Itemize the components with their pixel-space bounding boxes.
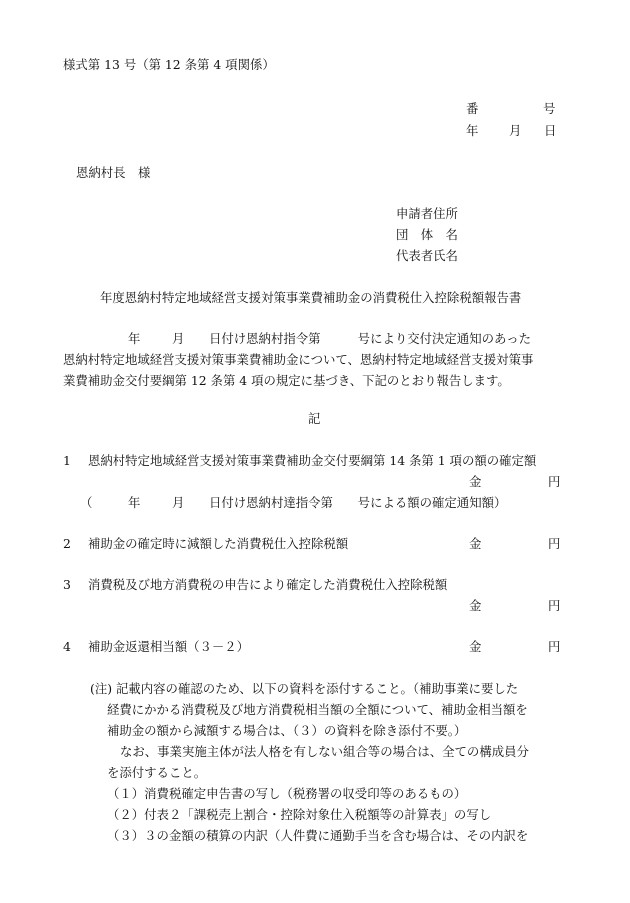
header-nen: 年 [466, 123, 479, 138]
intro-nen: 年 [128, 331, 141, 346]
header-go: 号 [543, 101, 556, 116]
item-2-text: 補助金の確定時に減額した消費税仕入控除税額 [88, 536, 349, 551]
header-tsuki: 月 [509, 123, 522, 138]
note-line-4: なお、事業実施主体が法人格を有しない組合等の場合は、全ての構成員分 [120, 744, 529, 759]
applicant-address: 申請者住所 [396, 206, 458, 221]
item-2-number: 2 [63, 536, 71, 551]
item-1-sub-open: （ [80, 495, 93, 510]
item-3-text: 消費税及び地方消費税の申告により確定した消費税仕入控除税額 [88, 577, 448, 592]
ki-heading: 記 [308, 411, 321, 426]
item-4-number: 4 [63, 639, 71, 654]
applicant-rep: 代表者氏名 [396, 248, 458, 263]
note-line-5: を添付すること。 [107, 765, 207, 780]
item-3-en: 円 [548, 598, 561, 613]
item-1-sub-tsuki: 月 [172, 495, 185, 510]
item-1-en: 円 [548, 474, 561, 489]
note-line-1: (注) 記載内容の確認のため、以下の資料を添付すること。（補助事業に要した [90, 681, 519, 696]
attachment-3: （３）３の金額の積算の内訳（人件費に通勤手当を含む場合は、その内訳を [107, 828, 529, 843]
applicant-group: 団 体 名 [396, 227, 458, 242]
header-hi: 日 [544, 123, 557, 138]
note-line-3: 補助金の額から減額する場合は、（３）の資料を除き添付不要。） [107, 723, 467, 738]
note-line-2: 経費にかかる消費税及び地方消費税相当額の全額について、補助金相当額を [107, 702, 528, 717]
item-4-en: 円 [548, 639, 561, 654]
intro-line1: 日付け恩納村指令第 号により交付決定通知のあった [209, 331, 532, 346]
item-2-kin: 金 [469, 536, 482, 551]
item-1-sub-nen: 年 [128, 495, 141, 510]
attachment-1: （１）消費税確定申告書の写し（税務署の収受印等のあるもの） [107, 786, 467, 801]
addressee: 恩納村長 様 [76, 165, 151, 180]
header-ban: 番 [466, 101, 479, 116]
document-title: 年度恩納村特定地域経営支援対策事業費補助金の消費税仕入控除税額報告書 [100, 290, 522, 305]
item-2-en: 円 [548, 536, 561, 551]
item-1-kin: 金 [469, 474, 482, 489]
item-3-kin: 金 [469, 598, 482, 613]
intro-line3: 業費補助金交付要綱第 12 条第 4 項の規定に基づき、下記のとおり報告します。 [63, 373, 510, 388]
item-4-text: 補助金返還相当額（３－２） [88, 639, 250, 654]
item-1-text: 恩納村特定地域経営支援対策事業費補助金交付要綱第 14 条第 1 項の額の確定額 [88, 453, 537, 468]
item-1-sub-text: 日付け恩納村達指令第 号による額の確定通知額） [209, 495, 507, 510]
item-4-kin: 金 [469, 639, 482, 654]
attachment-2: （２）付表２「課税売上割合・控除対象仕入税額等の計算表」の写し [107, 807, 492, 822]
item-1-number: 1 [63, 453, 71, 468]
intro-line2: 恩納村特定地域経営支援対策事業費補助金について、恩納村特定地域経営支援対策事 [63, 352, 534, 367]
intro-tsuki: 月 [172, 331, 185, 346]
item-3-number: 3 [63, 577, 71, 592]
form-label: 様式第 13 号（第 12 条第 4 項関係） [63, 57, 275, 72]
